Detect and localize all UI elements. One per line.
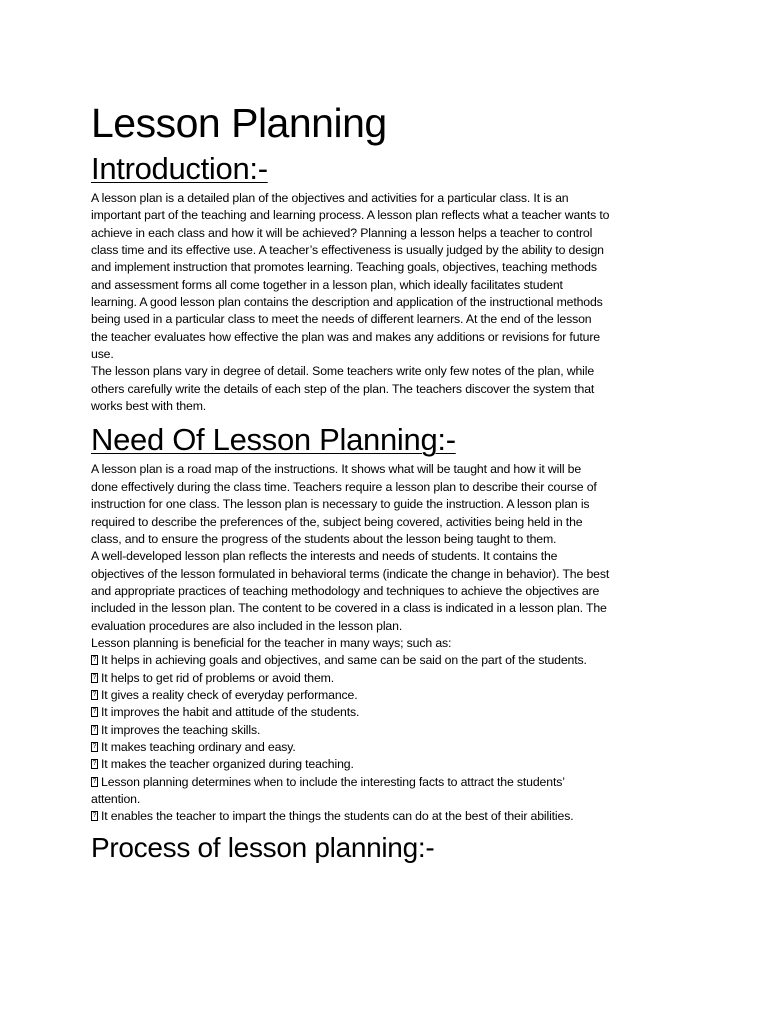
list-item-text: It gives a reality check of everyday performance.: [101, 687, 358, 702]
list-item: [91, 808, 611, 825]
missing-glyph-icon: [91, 742, 98, 752]
missing-glyph-icon: [91, 811, 98, 821]
list-item: [91, 704, 611, 721]
process-heading: Process of lesson planning:-: [91, 831, 435, 863]
missing-glyph-icon: [91, 707, 98, 717]
list-item-text: It helps in achieving goals and objectives, and same can be said on the part of the students.: [101, 653, 587, 668]
benefits-list: [91, 652, 611, 825]
list-item-text: It makes teaching ordinary and easy.: [101, 739, 296, 754]
introduction-heading: Introduction:-: [91, 151, 268, 186]
need-paragraph: A lesson plan is a road map of the instructions. It shows what will be taught and how it will be done effectively during the class time. Teachers require a lesson plan to describe their course of instruction for one class. The lesson plan is necessary to guide the instruction. A lesson plan is required to describe the preferences of the, subject being covered, activities being held in the class, and to ensure the progress of the students about the lesson being taught to them.: [91, 462, 597, 546]
missing-glyph-icon: [91, 777, 98, 787]
list-item: [91, 652, 611, 669]
list-item-text: It makes the teacher organized during teaching.: [101, 757, 354, 772]
missing-glyph-icon: [91, 759, 98, 769]
list-item-text: It improves the teaching skills.: [101, 722, 261, 737]
missing-glyph-icon: [91, 673, 98, 683]
list-item-text: It enables the teacher to impart the things the students can do at the best of their abilities.: [101, 809, 574, 824]
document-title: Lesson Planning: [91, 100, 387, 146]
introduction-paragraph: A lesson plan is a detailed plan of the objectives and activities for a particular class. It is an important part of the teaching and learning process. A lesson plan reflects what a teacher wants to achieve in each class and how it will be achieved? Planning a lesson helps a teacher to control class time and its effective use. A teacher’s effectiveness is usually judged by the ability to design and implement instruction that promotes learning. Teaching goals, objectives, teaching methods and assessment forms all come together in a lesson plan, which ideally facilitates student learning. A good lesson plan contains the description and application of the instructional methods being used in a particular class to meet the needs of different learners. At the end of the lesson the teacher evaluates how effective the plan was and makes any additions or revisions for future use.: [91, 191, 610, 362]
introduction-paragraph: The lesson plans vary in degree of detail. Some teachers write only few notes of the plan, while others carefully write the details of each step of the plan. The teachers discover the system that works best with them.: [91, 364, 595, 414]
document-page: [91, 96, 611, 866]
list-item: [91, 756, 611, 773]
list-item-text: Lesson planning determines when to include the interesting facts to attract the students’ attention.: [91, 774, 565, 806]
missing-glyph-icon: [91, 690, 98, 700]
list-item: [91, 739, 611, 756]
missing-glyph-icon: [91, 725, 98, 735]
list-item: [91, 722, 611, 739]
need-paragraph: A well-developed lesson plan reflects the interests and needs of students. It contains the objectives of the lesson formulated in behavioral terms (indicate the change in behavior). The best and appropriate practices of teaching methodology and techniques to achieve the objectives are included in the lesson plan. The content to be covered in a class is indicated in a lesson plan. The evaluation procedures are also included in the lesson plan.: [91, 549, 610, 633]
list-item: [91, 774, 611, 809]
need-heading: Need Of Lesson Planning:-: [91, 422, 456, 458]
list-item: [91, 670, 611, 687]
list-item-text: It improves the habit and attitude of the students.: [101, 705, 360, 720]
missing-glyph-icon: [91, 655, 98, 665]
need-paragraph: Lesson planning is beneficial for the teacher in many ways; such as:: [91, 635, 452, 650]
list-item: [91, 687, 611, 704]
list-item-text: It helps to get rid of problems or avoid them.: [101, 670, 335, 685]
